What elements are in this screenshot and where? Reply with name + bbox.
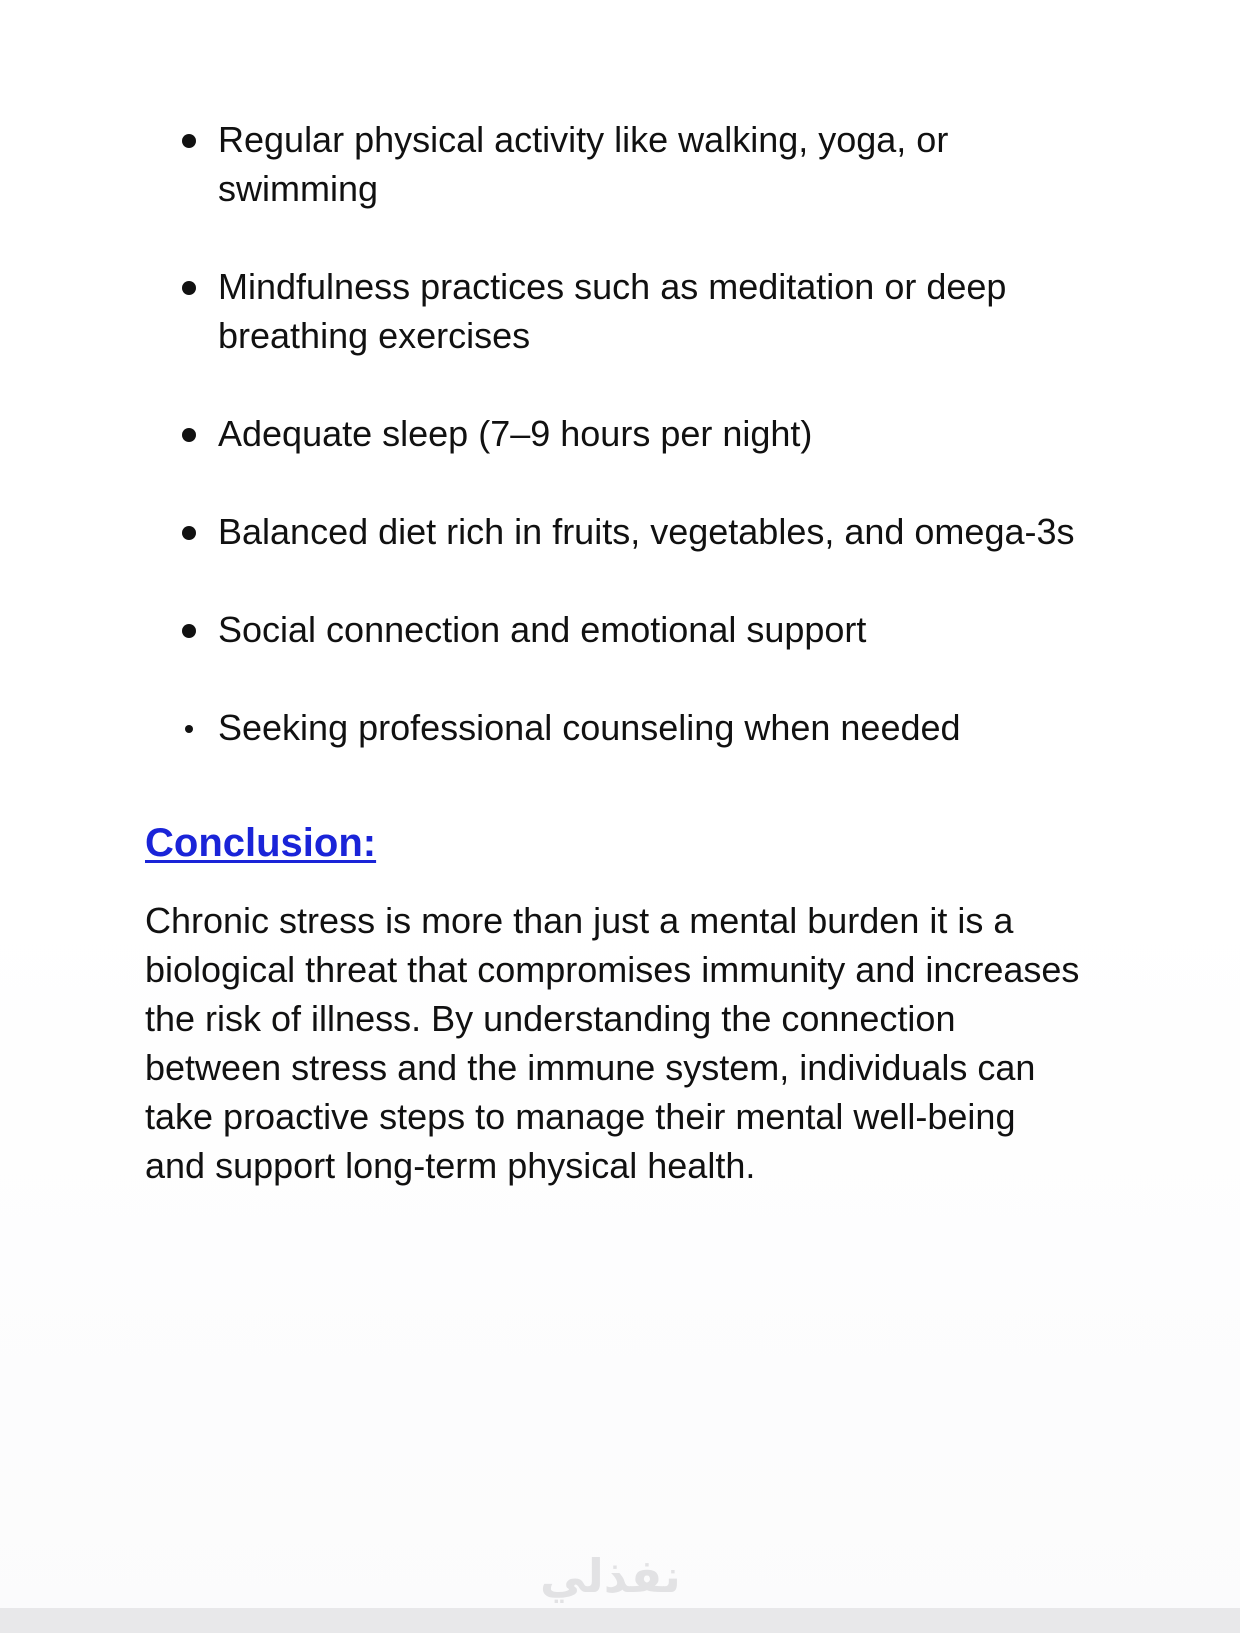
- list-item-line: Regular physical activity like walking, yoga, or: [218, 119, 949, 160]
- list-item-text: [218, 605, 1118, 654]
- paragraph-line: the risk of illness. By understanding the connection: [145, 998, 956, 1039]
- paragraph-line: Chronic stress is more than just a mental burden it is a: [145, 900, 1014, 941]
- list-item-text: [218, 703, 1118, 752]
- list-item-line: breathing exercises: [218, 315, 531, 356]
- list-item-line: Seeking professional counseling when needed: [218, 707, 961, 748]
- list-item-text: [218, 115, 1118, 213]
- paragraph-line: and support long-term physical health.: [145, 1145, 756, 1186]
- bullet-icon: [182, 134, 196, 148]
- list-item-line: swimming: [218, 168, 379, 209]
- list-item-text: [218, 409, 1118, 458]
- list-item-line: Adequate sleep (7–9 hours per night): [218, 413, 813, 454]
- list-item-line: Mindfulness practices such as meditation or deep: [218, 266, 1007, 307]
- bullet-icon: [182, 624, 196, 638]
- paragraph-line: biological threat that compromises immunity and increases: [145, 949, 1080, 990]
- watermark-logo: نفذلي: [540, 1549, 681, 1603]
- list-item-text: [218, 262, 1118, 360]
- paragraph-line: take proactive steps to manage their mental well-being: [145, 1096, 1016, 1137]
- list-item-line: Balanced diet rich in fruits, vegetables, and omega-3s: [218, 511, 1075, 552]
- list-item-text: [218, 507, 1118, 556]
- bottom-bar: [0, 1608, 1240, 1633]
- paragraph-line: between stress and the immune system, individuals can: [145, 1047, 1036, 1088]
- conclusion-paragraph: [145, 896, 1125, 1190]
- list-item-line: Social connection and emotional support: [218, 609, 867, 650]
- bullet-icon: [185, 725, 193, 733]
- bullet-icon: [182, 281, 196, 295]
- conclusion-heading: Conclusion:: [145, 821, 377, 865]
- bullet-icon: [182, 526, 196, 540]
- bullet-icon: [182, 428, 196, 442]
